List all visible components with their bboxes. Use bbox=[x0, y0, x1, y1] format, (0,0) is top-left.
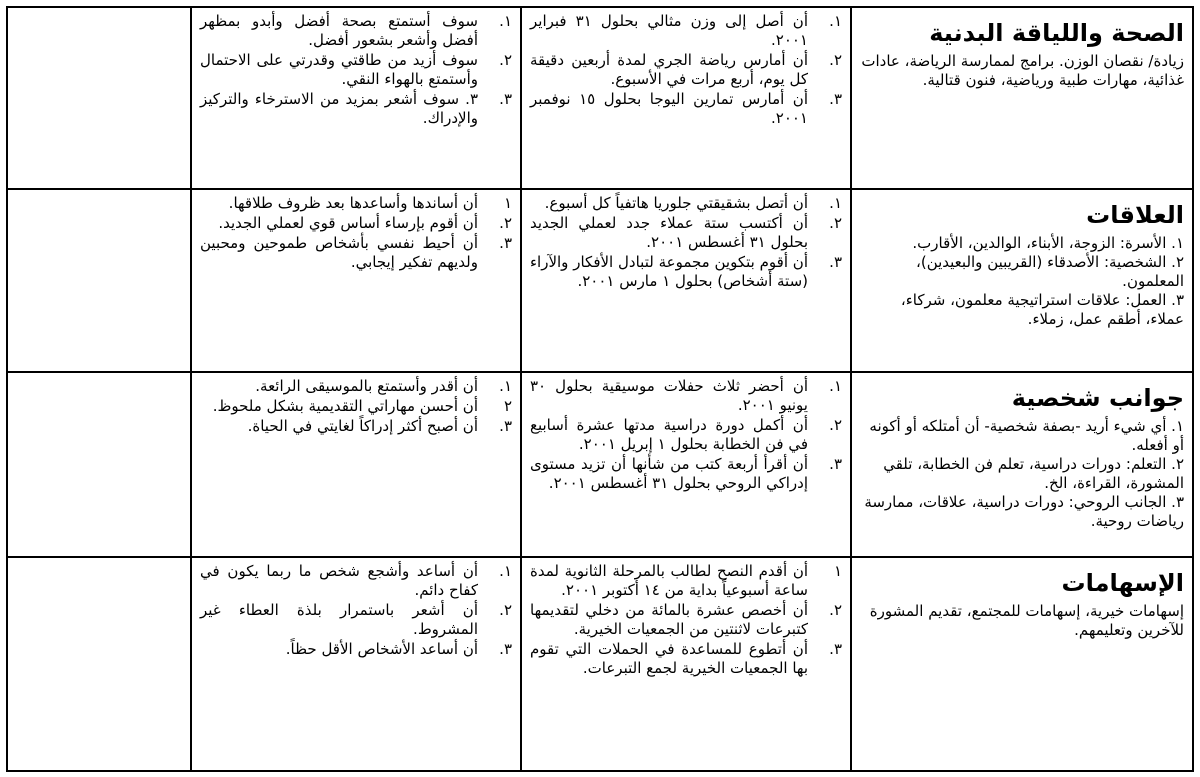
list-item bbox=[200, 377, 512, 396]
item-number: ٢. bbox=[499, 601, 512, 619]
goals-cell bbox=[521, 7, 851, 189]
area-cell bbox=[851, 7, 1193, 189]
item-text: أن أشعر باستمرار بلذة العطاء غير المشروط. bbox=[200, 601, 478, 638]
item-text: أن أمارس رياضة الجري لمدة أربعين دقيقة كل يوم، أربع مرات في الأسبوع. bbox=[530, 51, 808, 88]
benefits-list bbox=[200, 377, 512, 436]
item-text: أن أحيط نفسي بأشخاص طموحين ومحبين ولديهم تفكير إيجابي. bbox=[200, 234, 478, 271]
area-cell bbox=[851, 189, 1193, 372]
area-description bbox=[860, 234, 1184, 329]
list-item bbox=[200, 640, 512, 659]
item-number: ٣. bbox=[829, 640, 842, 658]
item-number: ٢. bbox=[499, 214, 512, 232]
table-row bbox=[7, 7, 1193, 189]
item-text: سوف أستمتع بصحة أفضل وأبدو بمظهر أفضل وأشعر بشعور أفضل. bbox=[200, 12, 478, 49]
goals-list bbox=[530, 12, 842, 128]
list-item bbox=[200, 214, 512, 233]
list-item bbox=[530, 416, 842, 454]
item-number: ٣. bbox=[499, 90, 512, 108]
table-row bbox=[7, 372, 1193, 557]
goals-cell bbox=[521, 557, 851, 771]
item-text: أن أصل إلى وزن مثالي بحلول ٣١ فبراير ٢٠٠١. bbox=[530, 12, 808, 49]
item-text: أن أكمل دورة دراسية مدتها عشرة أسابيع في فن الخطابة بحلول ١ إبريل ٢٠٠١. bbox=[530, 416, 808, 453]
list-item bbox=[200, 51, 512, 89]
list-item bbox=[200, 194, 512, 213]
benefits-cell bbox=[191, 7, 521, 189]
list-item bbox=[530, 253, 842, 291]
item-number: ٣. bbox=[829, 90, 842, 108]
area-description-line: ٢. الشخصية: الأصدقاء (القريبين والبعيدين)، المعلمون. bbox=[916, 253, 1184, 290]
area-cell bbox=[851, 557, 1193, 771]
list-item bbox=[530, 377, 842, 415]
goals-list bbox=[530, 562, 842, 678]
list-item bbox=[530, 51, 842, 89]
area-description-line: زيادة/ نقصان الوزن. برامج لممارسة الرياضة، عادات غذائية، مهارات طبية ورياضية، فنون قتالية. bbox=[861, 52, 1184, 89]
goals-cell bbox=[521, 189, 851, 372]
empty-cell bbox=[7, 557, 191, 771]
item-text: أن أقدم النصح لطالب بالمرحلة الثانوية لمدة ساعة أسبوعياً بداية من ١٤ أكتوبر ٢٠٠١. bbox=[530, 562, 808, 599]
item-text: ٣. سوف أشعر بمزيد من الاسترخاء والتركيز والإدراك. bbox=[200, 90, 478, 127]
area-cell bbox=[851, 372, 1193, 557]
item-number: ٣. bbox=[829, 253, 842, 271]
item-text: أن أساعد الأشخاص الأقل حظاً. bbox=[285, 640, 478, 658]
empty-cell bbox=[7, 189, 191, 372]
item-number: ٣. bbox=[499, 640, 512, 658]
area-description bbox=[860, 602, 1184, 640]
item-text: أن أقرأ أربعة كتب من شأنها أن تزيد مستوى إدراكي الروحي بحلول ٣١ أغسطس ٢٠٠١. bbox=[530, 455, 808, 492]
item-text: أن أقدر وأستمتع بالموسيقى الرائعة. bbox=[255, 377, 478, 395]
list-item bbox=[530, 601, 842, 639]
list-item bbox=[200, 397, 512, 416]
item-number: ٣. bbox=[829, 455, 842, 473]
goals-cell bbox=[521, 372, 851, 557]
list-item bbox=[530, 12, 842, 50]
list-item bbox=[200, 562, 512, 600]
area-description-line: ٢. التعلم: دورات دراسية، تعلم فن الخطابة، تلقي المشورة، القراءة، الخ. bbox=[883, 455, 1184, 492]
item-text: أن أمارس تمارين اليوجا بحلول ١٥ نوفمبر ٢٠٠١. bbox=[530, 90, 808, 127]
list-item bbox=[530, 640, 842, 678]
list-item bbox=[530, 562, 842, 600]
item-number: ٢. bbox=[829, 416, 842, 434]
benefits-list bbox=[200, 12, 512, 128]
item-text: أن أكتسب ستة عملاء جدد لعملي الجديد بحلول ٣١ أغسطس ٢٠٠١. bbox=[530, 214, 808, 251]
area-description-line: ٣. الجانب الروحي: دورات دراسية، علاقات، ممارسة رياضات روحية. bbox=[864, 493, 1184, 530]
area-description bbox=[860, 52, 1184, 90]
item-number: ٣. bbox=[499, 417, 512, 435]
list-item bbox=[200, 601, 512, 639]
area-description-line: ٣. العمل: علاقات استراتيجية معلمون، شركاء، عملاء، أطقم عمل، زملاء. bbox=[900, 291, 1184, 328]
area-title: جوانب شخصية bbox=[1011, 384, 1184, 412]
goals-list bbox=[530, 377, 842, 493]
item-number: ١. bbox=[829, 377, 842, 395]
item-text: أن أقوم بإرساء أساس قوي لعملي الجديد. bbox=[218, 214, 478, 232]
item-text: أن أخصص عشرة بالمائة من دخلي لتقديمها كتبرعات لاثنتين من الجمعيات الخيرية. bbox=[530, 601, 808, 638]
list-item bbox=[200, 417, 512, 436]
item-text: أن أتصل بشقيقتي جلوريا هاتفياً كل أسبوع. bbox=[544, 194, 808, 212]
item-text: أن أصبح أكثر إدراكاً لغايتي في الحياة. bbox=[247, 417, 478, 435]
item-text: أن أقوم بتكوين مجموعة لتبادل الأفكار والآراء (ستة أشخاص) بحلول ١ مارس ٢٠٠١. bbox=[530, 253, 808, 290]
list-item bbox=[530, 90, 842, 128]
item-text: أن أساعد وأشجع شخص ما ربما يكون في كفاح دائم. bbox=[200, 562, 478, 599]
list-item bbox=[200, 90, 512, 128]
area-title: العلاقات bbox=[1086, 201, 1184, 229]
empty-cell bbox=[7, 7, 191, 189]
benefits-cell bbox=[191, 189, 521, 372]
item-number: ١ bbox=[503, 194, 512, 212]
area-description-line: إسهامات خيرية، إسهامات للمجتمع، تقديم المشورة للآخرين وتعليمهم. bbox=[869, 602, 1184, 639]
goals-table bbox=[6, 6, 1194, 772]
benefits-list bbox=[200, 194, 512, 272]
item-number: ٣. bbox=[499, 234, 512, 252]
benefits-list bbox=[200, 562, 512, 659]
item-number: ٢ bbox=[503, 397, 512, 415]
item-text: أن أحضر ثلاث حفلات موسيقية بحلول ٣٠ يونيو ٢٠٠١. bbox=[530, 377, 808, 414]
list-item bbox=[200, 234, 512, 272]
item-text: سوف أزيد من طاقتي وقدرتي على الاحتمال وأستمتع بالهواء النقي. bbox=[200, 51, 478, 88]
item-number: ١. bbox=[829, 12, 842, 30]
list-item bbox=[530, 214, 842, 252]
item-text: أن أحسن مهاراتي التقديمية بشكل ملحوظ. bbox=[212, 397, 478, 415]
goals-table-body bbox=[7, 7, 1193, 771]
item-number: ١. bbox=[499, 12, 512, 30]
item-number: ١ bbox=[833, 562, 842, 580]
list-item bbox=[200, 12, 512, 50]
list-item bbox=[530, 194, 842, 213]
area-title: الصحة واللياقة البدنية bbox=[929, 19, 1184, 47]
area-description bbox=[860, 417, 1184, 531]
area-title: الإسهامات bbox=[1061, 569, 1184, 597]
item-number: ٢. bbox=[829, 601, 842, 619]
item-number: ١. bbox=[499, 562, 512, 580]
table-row bbox=[7, 189, 1193, 372]
item-number: ٢. bbox=[829, 214, 842, 232]
empty-cell bbox=[7, 372, 191, 557]
benefits-cell bbox=[191, 372, 521, 557]
goals-list bbox=[530, 194, 842, 291]
item-text: أن أتطوع للمساعدة في الحملات التي تقوم بها الجمعيات الخيرية لجمع التبرعات. bbox=[530, 640, 808, 677]
item-number: ١. bbox=[499, 377, 512, 395]
item-number: ٢. bbox=[829, 51, 842, 69]
item-number: ٢. bbox=[499, 51, 512, 69]
benefits-cell bbox=[191, 557, 521, 771]
table-row bbox=[7, 557, 1193, 771]
item-number: ١. bbox=[829, 194, 842, 212]
area-description-line: ١. الأسرة: الزوجة، الأبناء، الوالدين، الأقارب. bbox=[912, 234, 1184, 252]
list-item bbox=[530, 455, 842, 493]
area-description-line: ١. أي شيء أريد -بصفة شخصية- أن أمتلكه أو أكونه أو أفعله. bbox=[869, 417, 1184, 454]
item-text: أن أساندها وأساعدها بعد ظروف طلاقها. bbox=[228, 194, 478, 212]
